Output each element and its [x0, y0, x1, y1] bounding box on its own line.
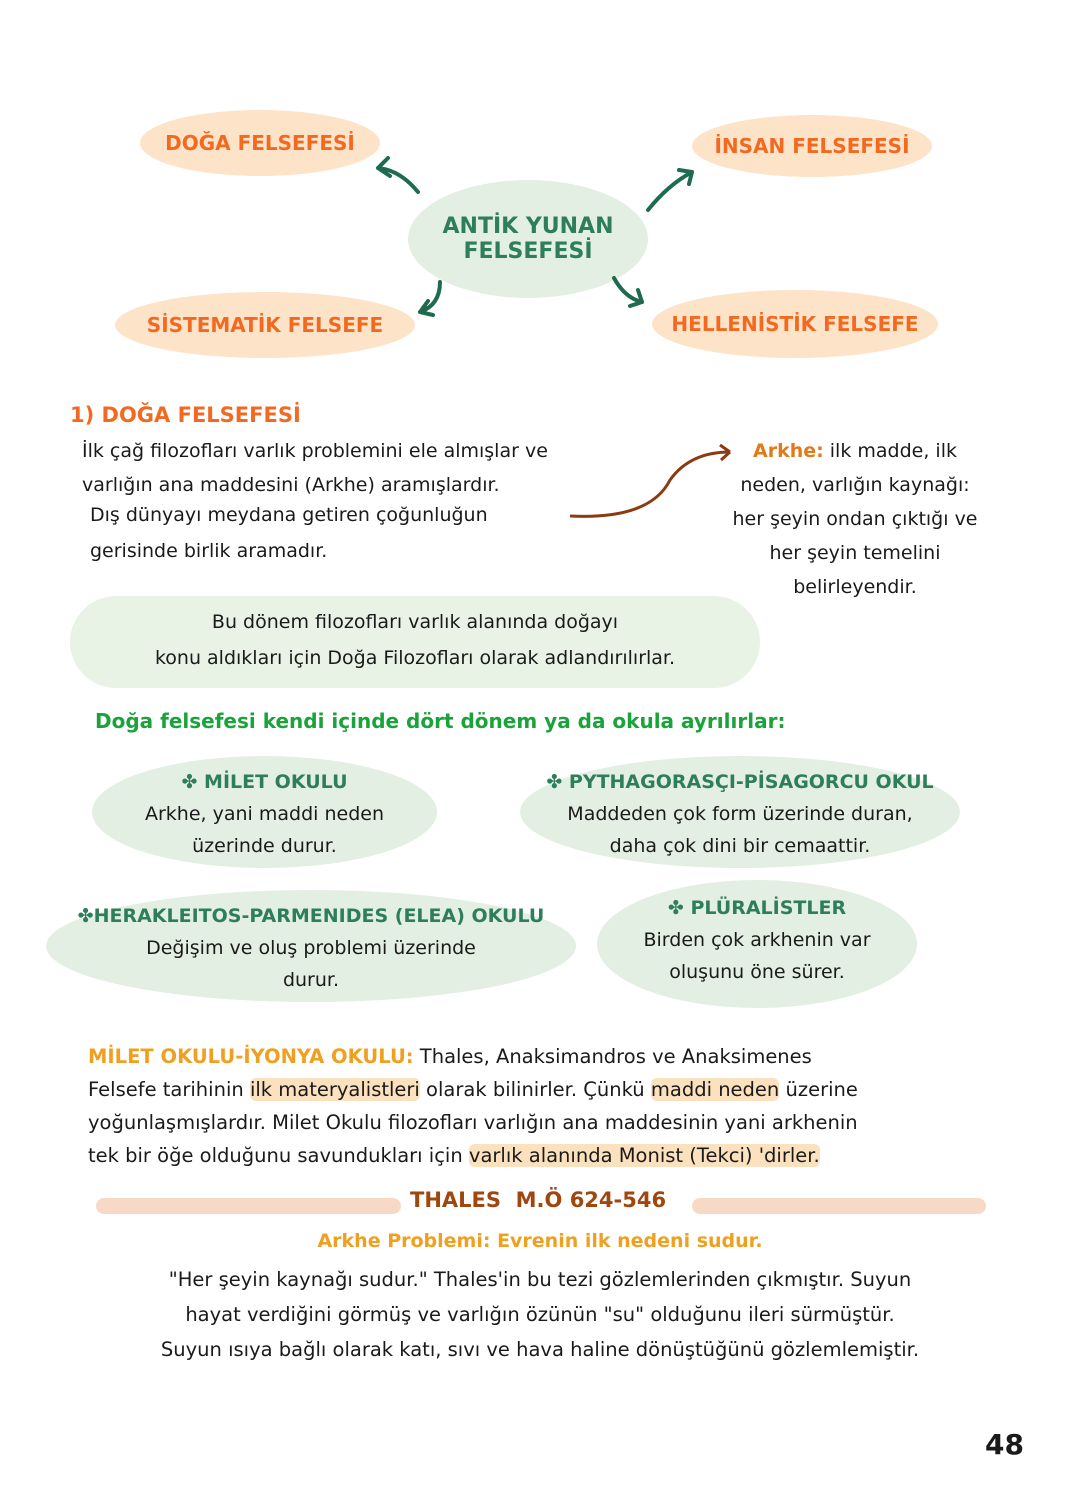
thales-name: THALES: [410, 1188, 502, 1212]
arkhe-label: Arkhe:: [753, 440, 824, 462]
school-desc: Arkhe, yani maddi neden: [145, 803, 384, 825]
arrow-icon: [648, 170, 692, 210]
text: tek bir öğe olduğunu savundukları için: [88, 1144, 469, 1167]
paragraph-line: Dış dünyayı meydana getiren çoğunluğun: [90, 504, 488, 526]
thales-era: M.Ö: [515, 1188, 563, 1212]
arkhe-problem: Arkhe Problemi: Evrenin ilk nedeni sudur.: [317, 1230, 763, 1252]
text: üzerine: [779, 1078, 858, 1101]
highlight: ilk materyalistleri: [249, 1078, 420, 1101]
page-number: 48: [985, 1428, 1024, 1461]
text: hayat verdiğini görmüş ve varlığın özünün "su" olduğunu ileri sürmüştür.: [185, 1303, 895, 1326]
thales-paragraph: [60, 1262, 1020, 1367]
text: yoğunlaşmışlardır. Milet Okulu filozofları varlığın ana maddesinin yani arkhenin: [88, 1111, 858, 1134]
highlight: maddi neden: [650, 1078, 780, 1101]
milet-paragraph: [88, 1040, 858, 1172]
callout-line: Bu dönem filozofları varlık alanında doğayı: [211, 611, 619, 633]
school-desc: durur.: [282, 969, 340, 991]
divider-bar: [96, 1198, 401, 1214]
center-label-1: ANTİK YUNAN: [442, 214, 614, 239]
section-heading: 1) DOĞA FELSEFESİ: [70, 403, 301, 427]
thales-heading: [410, 1188, 666, 1212]
callout-box: [70, 596, 760, 688]
school-desc: Maddeden çok form üzerinde duran,: [567, 803, 913, 825]
divider-bar: [692, 1198, 986, 1214]
clover-icon: ✤: [667, 897, 691, 919]
paragraph-line: varlığın ana maddesini (Arkhe) aramışlardır.: [82, 474, 500, 496]
paragraph-line: İlk çağ filozofları varlık problemini ele almışlar ve: [82, 440, 548, 462]
school-title: PYTHAGORASÇI-PİSAGORCU OKUL: [568, 771, 934, 793]
text: Thales, Anaksimandros ve Anaksimenes: [419, 1045, 812, 1068]
school-milet: [92, 756, 437, 868]
def-line: her şeyin temelini: [769, 542, 941, 564]
def-line: ilk madde, ilk: [829, 440, 957, 462]
clover-icon: ✤: [546, 771, 569, 793]
school-desc: üzerinde durur.: [192, 835, 337, 857]
school-title: HERAKLEITOS-PARMENIDES (ELEA) OKULU: [93, 905, 545, 927]
thales-years: 624-546: [569, 1188, 667, 1212]
branch-label: DOĞA FELSEFESİ: [165, 131, 355, 155]
milet-label: MİLET OKULU-İYONYA OKULU:: [88, 1045, 414, 1068]
mindmap-arrows: [0, 0, 1080, 420]
center-label-2: FELSEFESİ: [463, 239, 593, 264]
def-line: neden, varlığın kaynağı:: [740, 474, 970, 496]
school-desc: Değişim ve oluş problemi üzerinde: [146, 937, 476, 959]
paragraph-line: gerisinde birlik aramadır.: [90, 540, 328, 562]
school-pythagoras: [520, 756, 960, 868]
school-elea: [46, 890, 576, 1002]
def-line: belirleyendir.: [793, 576, 917, 598]
green-heading: Doğa felsefesi kendi içinde dört dönem ya da okula ayrılırlar:: [95, 709, 786, 733]
arrow-icon: [420, 282, 440, 315]
text: "Her şeyin kaynağı sudur." Thales'in bu tezi gözlemlerinden çıkmıştır. Suyun: [168, 1268, 912, 1291]
clover-icon: ✤: [77, 905, 94, 927]
school-title: PLÜRALİSTLER: [690, 897, 847, 919]
school-pluralist: [597, 880, 917, 1008]
text: olarak bilinirler. Çünkü: [419, 1078, 651, 1101]
text: Felsefe tarihinin: [88, 1078, 250, 1101]
arkhe-definition: [700, 434, 1010, 604]
callout-line: konu aldıkları için Doğa Filozofları olarak adlandırılırlar.: [154, 647, 676, 669]
branch-label: İNSAN FELSEFESİ: [714, 134, 910, 158]
arrow-icon: [378, 158, 418, 192]
text: Suyun ısıya bağlı olarak katı, sıvı ve hava haline dönüştüğünü gözlemlemiştir.: [160, 1338, 920, 1361]
clover-icon: ✤: [181, 771, 205, 793]
def-line: her şeyin ondan çıktığı ve: [732, 508, 978, 530]
school-desc: Birden çok arkhenin var: [643, 929, 871, 951]
school-desc: daha çok dini bir cemaattir.: [609, 835, 871, 857]
school-desc: oluşunu öne sürer.: [669, 961, 845, 983]
branch-label: HELLENİSTİK FELSEFE: [671, 312, 919, 336]
school-title: MİLET OKULU: [204, 771, 348, 793]
arrow-icon: [614, 278, 642, 306]
branch-label: SİSTEMATİK FELSEFE: [146, 313, 384, 337]
highlight: varlık alanında Monist (Tekci) 'dirler.: [468, 1144, 820, 1167]
